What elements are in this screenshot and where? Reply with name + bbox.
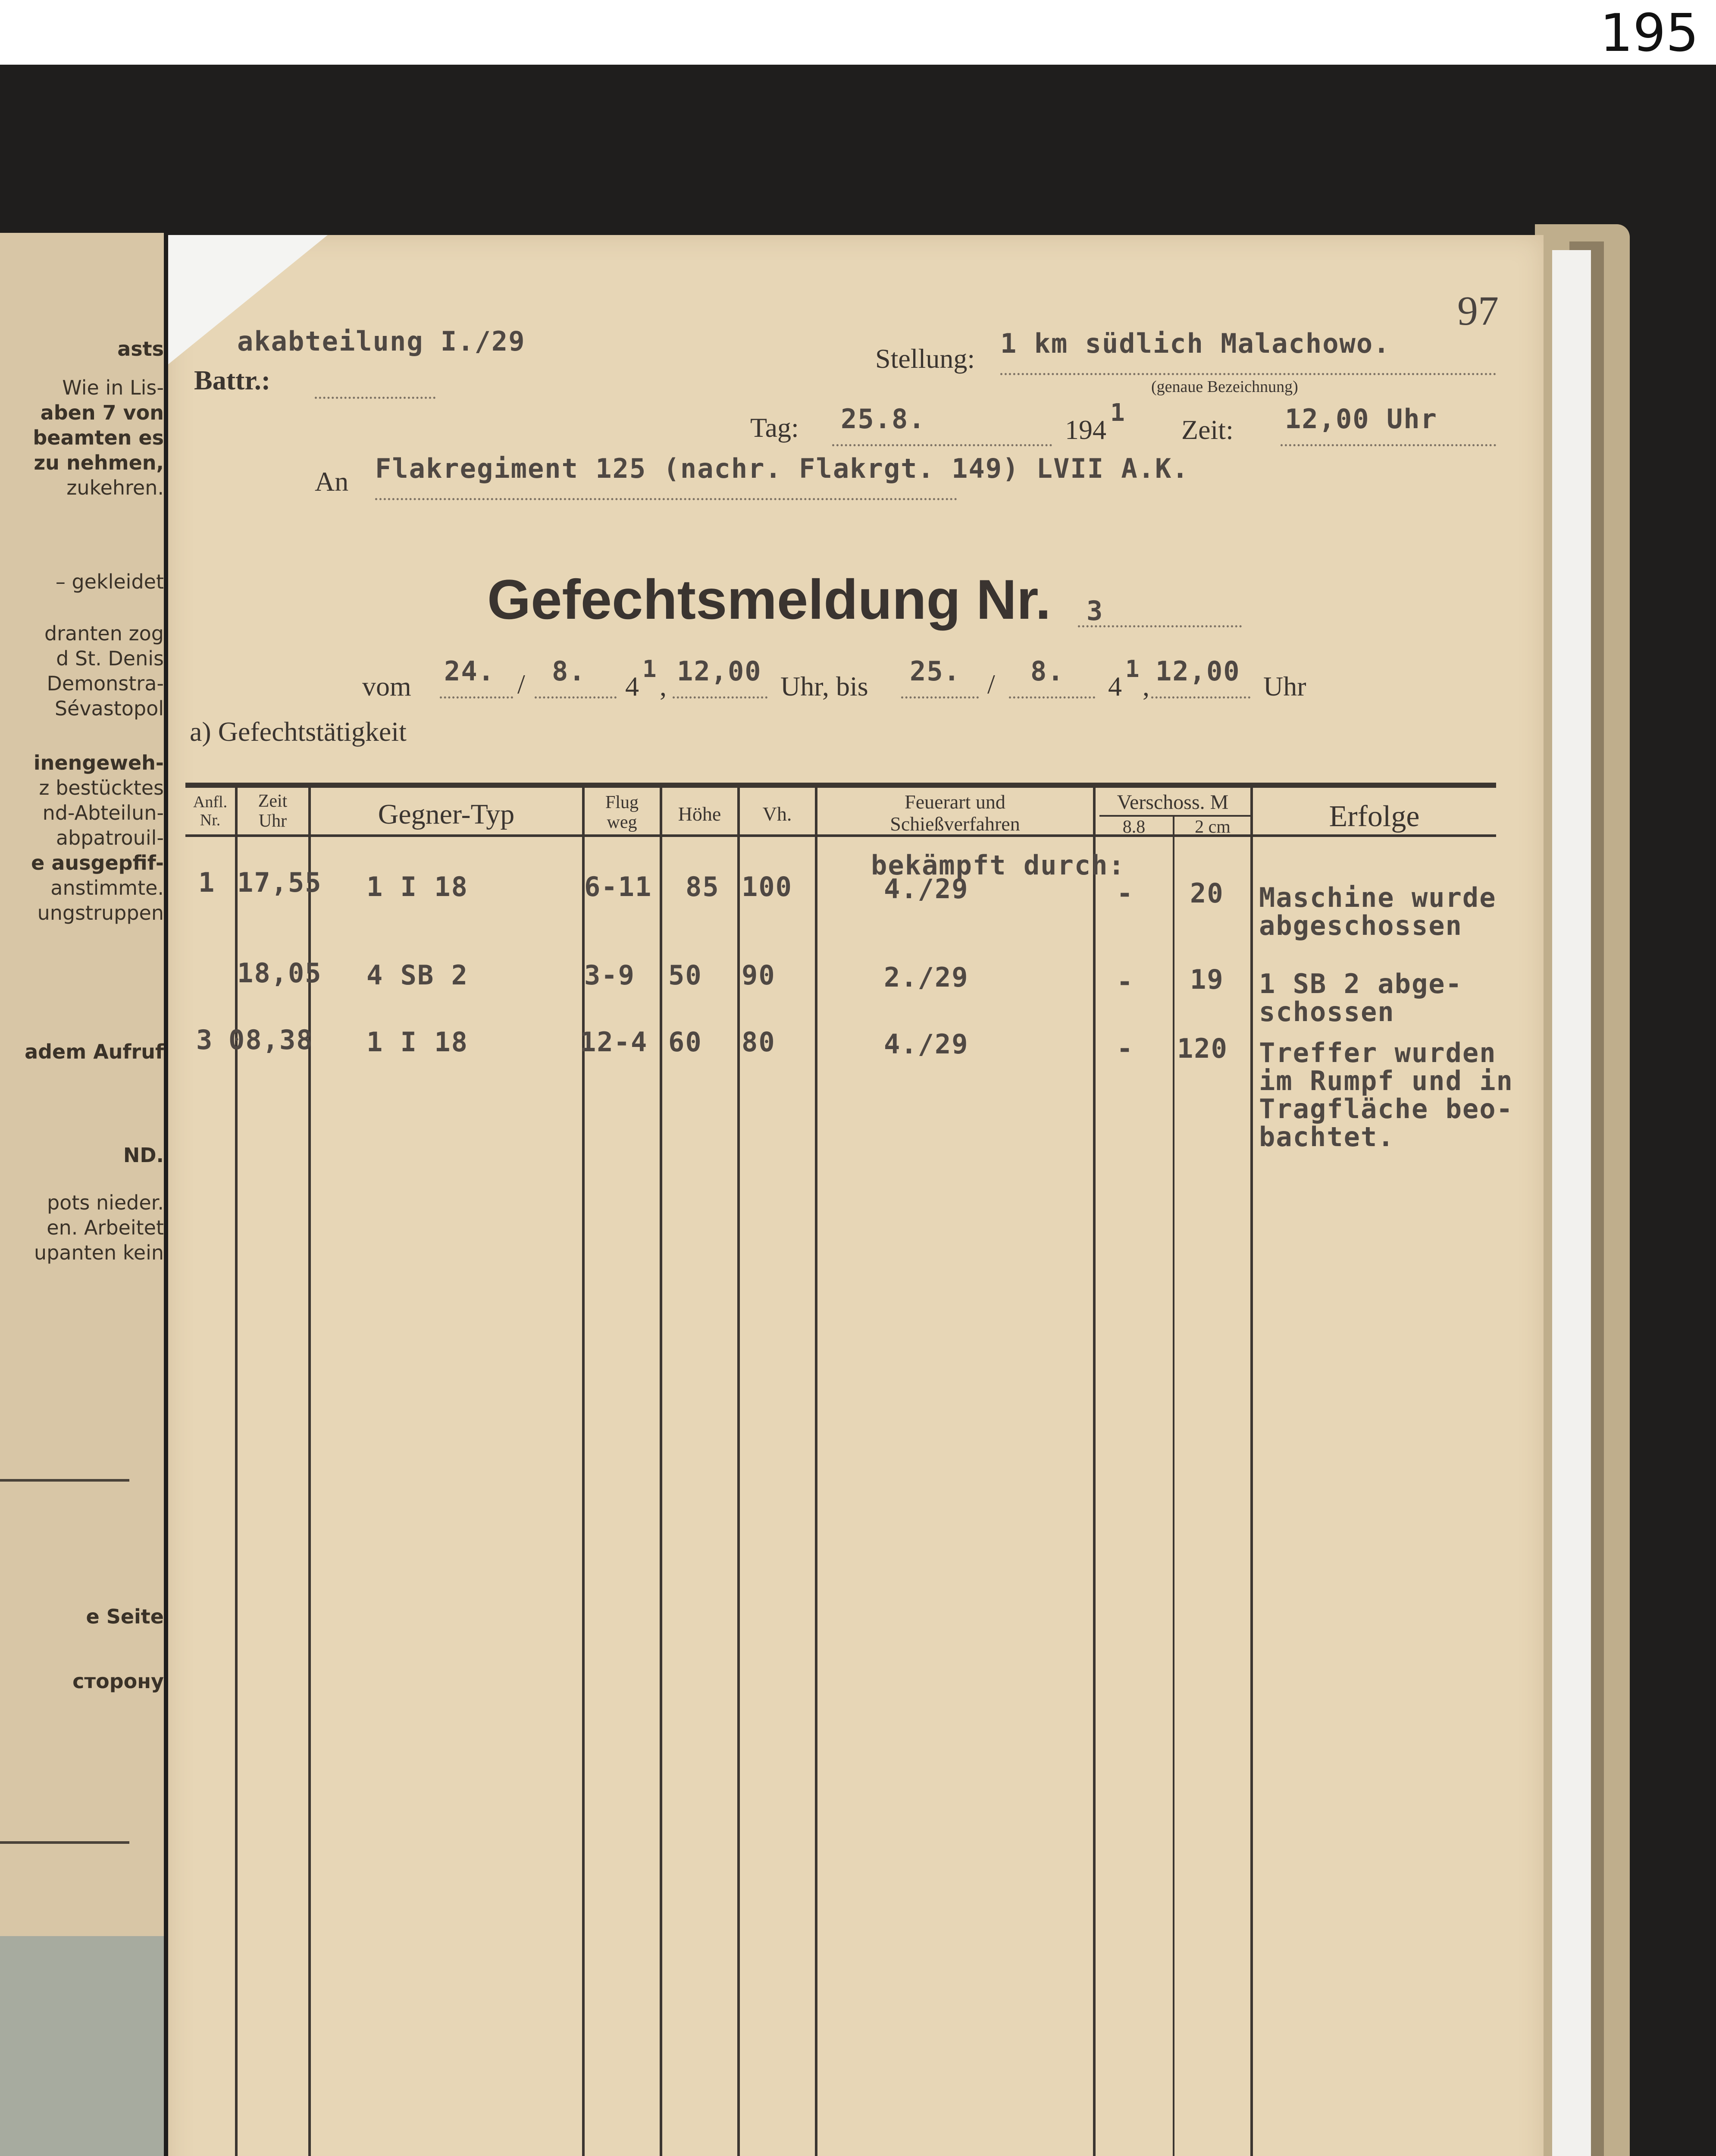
to-day: 25. xyxy=(910,655,961,687)
left-text-a3: beamten es xyxy=(33,426,164,449)
row1-nr: 1 xyxy=(198,867,216,898)
hdr-feuer xyxy=(817,791,1093,835)
row1-erfolg-2: abgeschossen xyxy=(1259,910,1462,941)
row2-m88: - xyxy=(1117,966,1134,997)
to-month-dots xyxy=(1009,696,1095,699)
stellung-value: 1 km südlich Malachowo. xyxy=(1000,328,1390,359)
stellung-dots xyxy=(1000,373,1496,375)
year-digit: 1 xyxy=(1110,399,1126,427)
row3-typ: 1 I 18 xyxy=(366,1026,468,1058)
title-number: 3 xyxy=(1087,595,1104,627)
left-facing-page xyxy=(0,233,164,2156)
vom-label: vom xyxy=(362,671,411,702)
row3-erfolg-3: Tragfläche beo- xyxy=(1259,1093,1513,1125)
col-line-7 xyxy=(1093,788,1096,2156)
to-month: 8. xyxy=(1030,655,1065,687)
hdr-hoehe: Höhe xyxy=(678,803,721,825)
left-text-d3: abpatrouil- xyxy=(56,826,164,849)
hdr-feuer-1: Feuerart und xyxy=(905,791,1005,813)
row3-nr: 3 xyxy=(196,1024,213,1056)
abteilung-value: akabteilung I./29 xyxy=(237,326,526,357)
to-day-dots xyxy=(901,696,979,699)
battr-dots xyxy=(315,397,435,399)
row3-flugweg: 12-4 xyxy=(580,1026,648,1058)
row3-feuer: 4./29 xyxy=(884,1028,969,1060)
from-comma: , xyxy=(660,671,667,702)
left-text-a5: zukehren. xyxy=(66,476,164,499)
left-text-e: adem Aufruf xyxy=(25,1040,164,1063)
hdr-cal-2cm: 2 cm xyxy=(1195,817,1231,837)
left-text-g1: en. Arbeitet xyxy=(47,1216,164,1239)
row1-typ: 1 I 18 xyxy=(366,871,468,903)
to-time-dots xyxy=(1151,696,1250,699)
row2-flugweg: 3-9 xyxy=(584,959,635,991)
col-line-6 xyxy=(815,788,817,2156)
tag-label: Tag: xyxy=(750,412,799,443)
from-year-prefix: 4 xyxy=(625,671,639,702)
row1-hoehe: 85 xyxy=(686,871,720,903)
left-text-a4: zu nehmen, xyxy=(34,451,164,474)
from-day-dots xyxy=(440,696,513,699)
stellung-note: (genaue Bezeichnung) xyxy=(1151,378,1298,396)
col-line-8 xyxy=(1173,815,1174,2156)
form-title: Gefechtsmeldung Nr. xyxy=(487,568,1051,631)
row2-erfolg-2: schossen xyxy=(1259,996,1395,1028)
hdr-erfolge: Erfolge xyxy=(1329,800,1420,833)
hdr-flug xyxy=(584,793,660,832)
left-text-h: e Seite xyxy=(86,1605,164,1628)
row2-erfolg-1: 1 SB 2 abge- xyxy=(1259,968,1462,1000)
left-text-d5: anstimmte. xyxy=(50,876,164,899)
to-slash: / xyxy=(987,669,995,699)
left-text-f: ND. xyxy=(123,1144,164,1167)
paper-stack-edge xyxy=(1552,250,1591,2156)
hdr-anfl-2: Nr. xyxy=(200,811,221,829)
col-line-4 xyxy=(660,788,662,2156)
from-month: 8. xyxy=(552,655,586,687)
uhr-bis-label: Uhr, bis xyxy=(780,671,868,702)
left-text-a0: asts xyxy=(117,337,164,360)
from-year-digit: 1 xyxy=(642,655,658,683)
row2-zeit: 18,05 xyxy=(237,957,322,989)
hdr-flug-1: Flug xyxy=(605,793,639,812)
left-text-d0: inengeweh- xyxy=(33,751,164,774)
left-text-g2: upanten kein xyxy=(34,1241,164,1264)
hdr-feuer-2: Schießverfahren xyxy=(890,812,1020,835)
row3-erfolg-4: bachtet. xyxy=(1259,1121,1395,1153)
hdr-anfl-1: Anfl. xyxy=(193,793,228,811)
folio-number: 97 xyxy=(1457,288,1499,334)
hdr-verschoss: Verschoss. M xyxy=(1117,791,1229,814)
tag-value: 25.8. xyxy=(841,403,926,435)
col-line-2 xyxy=(308,788,311,2156)
row3-hoehe: 60 xyxy=(668,1026,702,1058)
from-month-dots xyxy=(535,696,617,699)
from-day: 24. xyxy=(444,655,495,687)
row2-typ: 4 SB 2 xyxy=(366,959,468,991)
left-text-c3: Sévastopol xyxy=(54,697,164,720)
col-line-1 xyxy=(235,788,238,2156)
left-rule-2 xyxy=(0,1841,129,1844)
left-text-a1: Wie in Lis- xyxy=(62,376,164,399)
stellung-label: Stellung: xyxy=(875,343,975,374)
left-text-c1: d St. Denis xyxy=(56,647,164,670)
row1-vh: 100 xyxy=(742,871,792,903)
hdr-zeit-2: Uhr xyxy=(258,811,287,831)
left-text-c2: Demonstra- xyxy=(47,672,164,695)
an-dots xyxy=(375,498,957,500)
col-line-5 xyxy=(737,788,740,2156)
zeit-value: 12,00 Uhr xyxy=(1285,403,1437,435)
an-value: Flakregiment 125 (nachr. Flakrgt. 149) LVII A.K. xyxy=(375,453,1189,484)
from-time: 12,00 xyxy=(677,655,762,687)
row1-flugweg: 6-11 xyxy=(584,871,652,903)
zeit-dots xyxy=(1281,444,1496,446)
verschoss-subrule xyxy=(1099,815,1250,817)
form-page xyxy=(168,235,1544,2156)
left-text-d1: z bestücktes xyxy=(39,776,164,799)
row2-hoehe: 50 xyxy=(668,959,702,991)
left-text-i: сторону xyxy=(72,1670,164,1693)
row1-m2cm: 20 xyxy=(1190,877,1224,909)
to-year-prefix: 4 xyxy=(1108,671,1122,702)
left-text-g0: pots nieder. xyxy=(47,1191,164,1214)
col-line-9 xyxy=(1250,788,1253,2156)
hdr-flug-2: weg xyxy=(607,812,637,833)
left-text-d4: e ausgepfif- xyxy=(31,851,164,874)
tag-dots xyxy=(832,444,1052,446)
hdr-vh: Vh. xyxy=(762,803,792,825)
battr-label: Battr.: xyxy=(194,365,271,395)
to-comma: , xyxy=(1143,671,1149,702)
row1-erfolg-1: Maschine wurde xyxy=(1259,882,1497,913)
table-top-rule xyxy=(185,783,1496,788)
hdr-zeit-1: Zeit xyxy=(258,791,288,811)
left-rule-1 xyxy=(0,1479,129,1482)
title-number-dots xyxy=(1078,625,1242,627)
page-number: 195 xyxy=(1600,3,1699,63)
from-slash: / xyxy=(517,669,525,699)
left-grey-cover xyxy=(0,1936,164,2156)
hdr-gegner: Gegner-Typ xyxy=(378,799,515,830)
to-time: 12,00 xyxy=(1155,655,1240,687)
row3-erfolg-1: Treffer wurden xyxy=(1259,1037,1497,1069)
section-label: a) Gefechtstätigkeit xyxy=(190,716,407,747)
page-number-bar xyxy=(0,0,1716,65)
row2-vh: 90 xyxy=(742,959,776,991)
col-line-3 xyxy=(582,788,585,2156)
row2-feuer: 2./29 xyxy=(884,962,969,993)
left-text-a2: aben 7 von xyxy=(40,401,164,424)
row1-zeit: 17,55 xyxy=(237,867,322,898)
year-prefix: 194 xyxy=(1065,414,1106,445)
left-text-d2: nd-Abteilun- xyxy=(42,801,164,824)
left-text-b: – gekleidet xyxy=(55,570,164,593)
hdr-cal-88: 8.8 xyxy=(1122,817,1146,837)
row2-m2cm: 19 xyxy=(1190,964,1224,995)
row1-feuer: 4./29 xyxy=(884,873,969,905)
row3-m2cm: 120 xyxy=(1177,1033,1228,1064)
left-text-c0: dranten zog xyxy=(44,622,164,645)
zeit-label: Zeit: xyxy=(1181,414,1234,445)
row3-m88: - xyxy=(1117,1033,1134,1064)
row3-zeit: 08,38 xyxy=(229,1024,313,1056)
uhr-label: Uhr xyxy=(1263,671,1306,702)
left-text-d6: ungstruppen xyxy=(37,901,164,924)
row3-vh: 80 xyxy=(742,1026,776,1058)
table-note: bekämpft durch: xyxy=(871,849,1125,881)
row3-erfolg-2: im Rumpf und in xyxy=(1259,1065,1513,1097)
hdr-zeit xyxy=(237,791,308,831)
row1-m88: - xyxy=(1117,877,1134,909)
hdr-anfl xyxy=(185,793,235,830)
an-label: An xyxy=(315,466,349,497)
from-time-dots xyxy=(673,696,767,699)
to-year-digit: 1 xyxy=(1125,655,1140,683)
